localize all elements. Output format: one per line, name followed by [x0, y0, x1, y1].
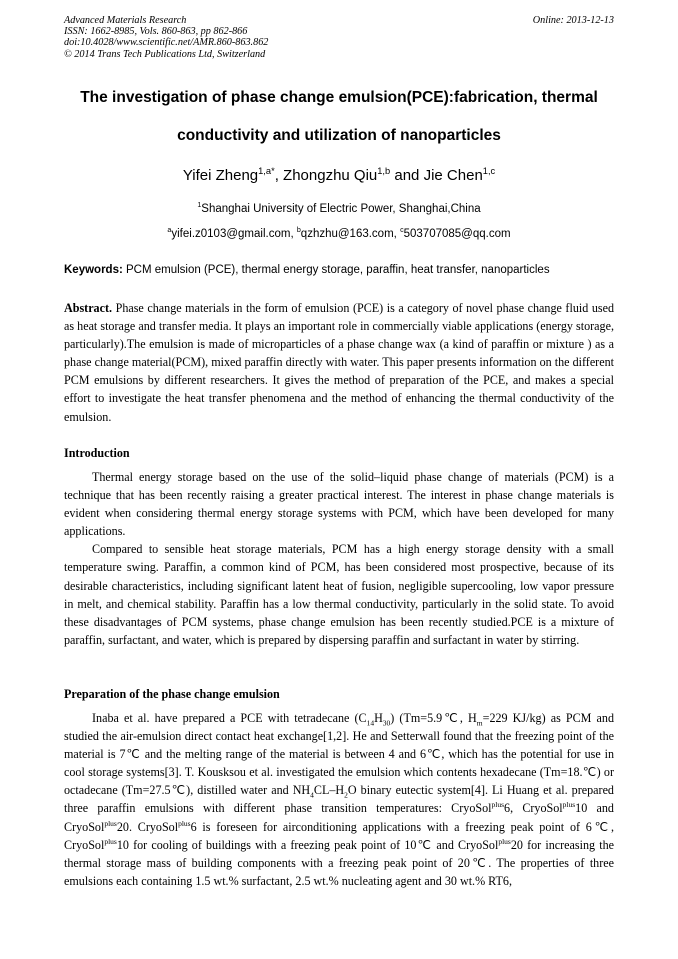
email-link[interactable]: yifei.z0103@gmail.com [171, 228, 291, 240]
text-run: 20. CryoSol [116, 819, 179, 834]
introduction-body [64, 468, 614, 649]
superscript: plus [562, 800, 576, 810]
superscript: plus [104, 818, 117, 828]
email-list [40, 228, 638, 240]
introduction-paragraph-1: Thermal energy storage based on the use of the solid–liquid phase change of materials (PCM) is a technique that has been recently raising a greater practical interest. The interest in phase change materials is evident when considering thermal energy storage systems with PCM, which have been developed for many applications. [64, 470, 614, 539]
text-run: O binary eutectic system[4]. Li Huang et al. prepared three paraffin emulsions with different phase transition temperatures: CryoSol [64, 783, 614, 816]
email-mark: c [400, 226, 404, 235]
superscript: plus [491, 800, 505, 810]
author-separator: and [390, 167, 424, 184]
text-run: ) (Tm=5.9℃, H [390, 711, 477, 725]
email-separator: , [290, 228, 297, 240]
text-run: =229 KJ/kg) as PCM and studied the air-emulsion direct contact heat exchange[1,2]. He and Setterwall found that the freezing point of the material is 7℃ and the melting range of the material is between 4 and 6℃, which has the potential for use in cool storage systems[3]. T. Kousksou et al. investigated the emulsion which contents hexadecane (Tm=18.℃) or octadecane (Tm=27.5℃), distilled water and NH [64, 711, 614, 798]
affiliation [40, 203, 638, 215]
author-separator: , [274, 167, 284, 184]
text-run: CL–H [313, 783, 345, 798]
subscript: 14 [366, 718, 375, 728]
keywords [64, 264, 624, 276]
copyright-line: © 2014 Trans Tech Publications Ltd, Switzerland [64, 48, 266, 60]
preparation-body [64, 709, 614, 890]
text-run: 6 is foreseen for airconditioning applications with a freezing peak point of 6℃, CryoSol [64, 819, 614, 852]
email-link[interactable]: 503707085@qq.com [403, 228, 511, 240]
author-name: Zhongzhu Qiu [283, 167, 378, 184]
author-affil-mark: 1,b [377, 166, 391, 176]
abstract-label: Abstract. [64, 301, 113, 315]
superscript: plus [498, 836, 511, 846]
preparation-heading: Preparation of the phase change emulsion [64, 687, 280, 701]
introduction-paragraph-2: Compared to sensible heat storage materials, PCM has a high energy storage density with a small temperature swing. Paraffin, a common kind of PCM, has been considered most prospective, because of its desirable characteristics, including significant latent heat of fusion, negligible supercooling, low vapor pressure in melt, and chemical stability. Paraffin has a low thermal conductivity, particularly in the solid state. To avoid these disadvantages of PCM systems, phase change emulsion has been recently studied.PCE is a mixture of paraffin, surfactant, and water, which is prepared by dispersing paraffin and surfactant in water by stirring. [64, 542, 614, 647]
email-mark: a [167, 226, 172, 235]
superscript: plus [178, 818, 191, 828]
paper-title-line-1: The investigation of phase change emulsion(PCE):fabrication, thermal [80, 89, 598, 106]
subscript: m [476, 718, 483, 728]
affiliation-mark: 1 [197, 201, 202, 210]
author-name: Yifei Zheng [182, 167, 259, 184]
subscript: 30 [382, 718, 391, 728]
email-separator: , [393, 228, 401, 240]
text-run: H [374, 711, 383, 725]
author-name: Jie Chen [423, 167, 483, 184]
introduction-heading: Introduction [64, 446, 130, 460]
author-affil-mark: 1,a* [258, 166, 275, 176]
abstract-text: Phase change materials in the form of emulsion (PCE) is a category of novel phase change fluid used as heat storage and transfer media. It plays an important role in commercially viable applications (energy storage, particularly).The emulsion is made of microparticles of a phase change wax (a kind of paraffin or mixture ) as a phase change material(PCM), mixed paraffin directly with water. This paper presents information on the different PCM emulsions by different researchers. It gives the method of preparation of the PCE, and makes a special effort to investigate the heat transfer phenomena and the method of enhancing the thermal conductivity of the emulsion. [64, 301, 614, 424]
subscript: 2 [344, 790, 348, 800]
author-list [40, 167, 638, 184]
email-link[interactable]: qzhzhu@163.com [300, 228, 394, 240]
doi-line: doi:10.4028/www.scientific.net/AMR.860-863.862 [64, 37, 269, 49]
text-run: 6, CryoSol [504, 801, 563, 816]
text-run: Inaba et al. have prepared a PCE with tetradecane (C [92, 711, 367, 725]
email-mark: b [296, 226, 301, 235]
author-affil-mark: 1,c [482, 166, 496, 176]
journal-name: Advanced Materials Research [64, 15, 187, 26]
subscript: 4 [310, 790, 314, 800]
text-run: 10 and CryoSol [64, 801, 614, 834]
text-run: 20 for increasing the thermal storage mass of building components with a freezing peak point of 20℃. The properties of three emulsions each containing 1.5 wt.% surfactant, 2.5 wt.% nucleating agent and 30 wt.% RT6, [64, 837, 614, 888]
superscript: plus [104, 836, 117, 846]
online-date: Online: 2013-12-13 [532, 15, 614, 26]
keywords-text: PCM emulsion (PCE), thermal energy storage, paraffin, heat transfer, nanoparticles [122, 264, 550, 276]
journal-header [64, 15, 268, 60]
text-run: 10 for cooling of buildings with a freezing peak point of 10℃ and CryoSol [116, 837, 499, 852]
affiliation-text: Shanghai University of Electric Power, Shanghai,China [201, 203, 481, 215]
keywords-label: Keywords: [64, 264, 123, 276]
issn-line: ISSN: 1662-8985, Vols. 860-863, pp 862-866 [64, 26, 248, 38]
paper-title-line-2: conductivity and utilization of nanoparticles [177, 127, 501, 144]
abstract [64, 299, 614, 426]
preparation-paragraph-1 [64, 709, 614, 890]
